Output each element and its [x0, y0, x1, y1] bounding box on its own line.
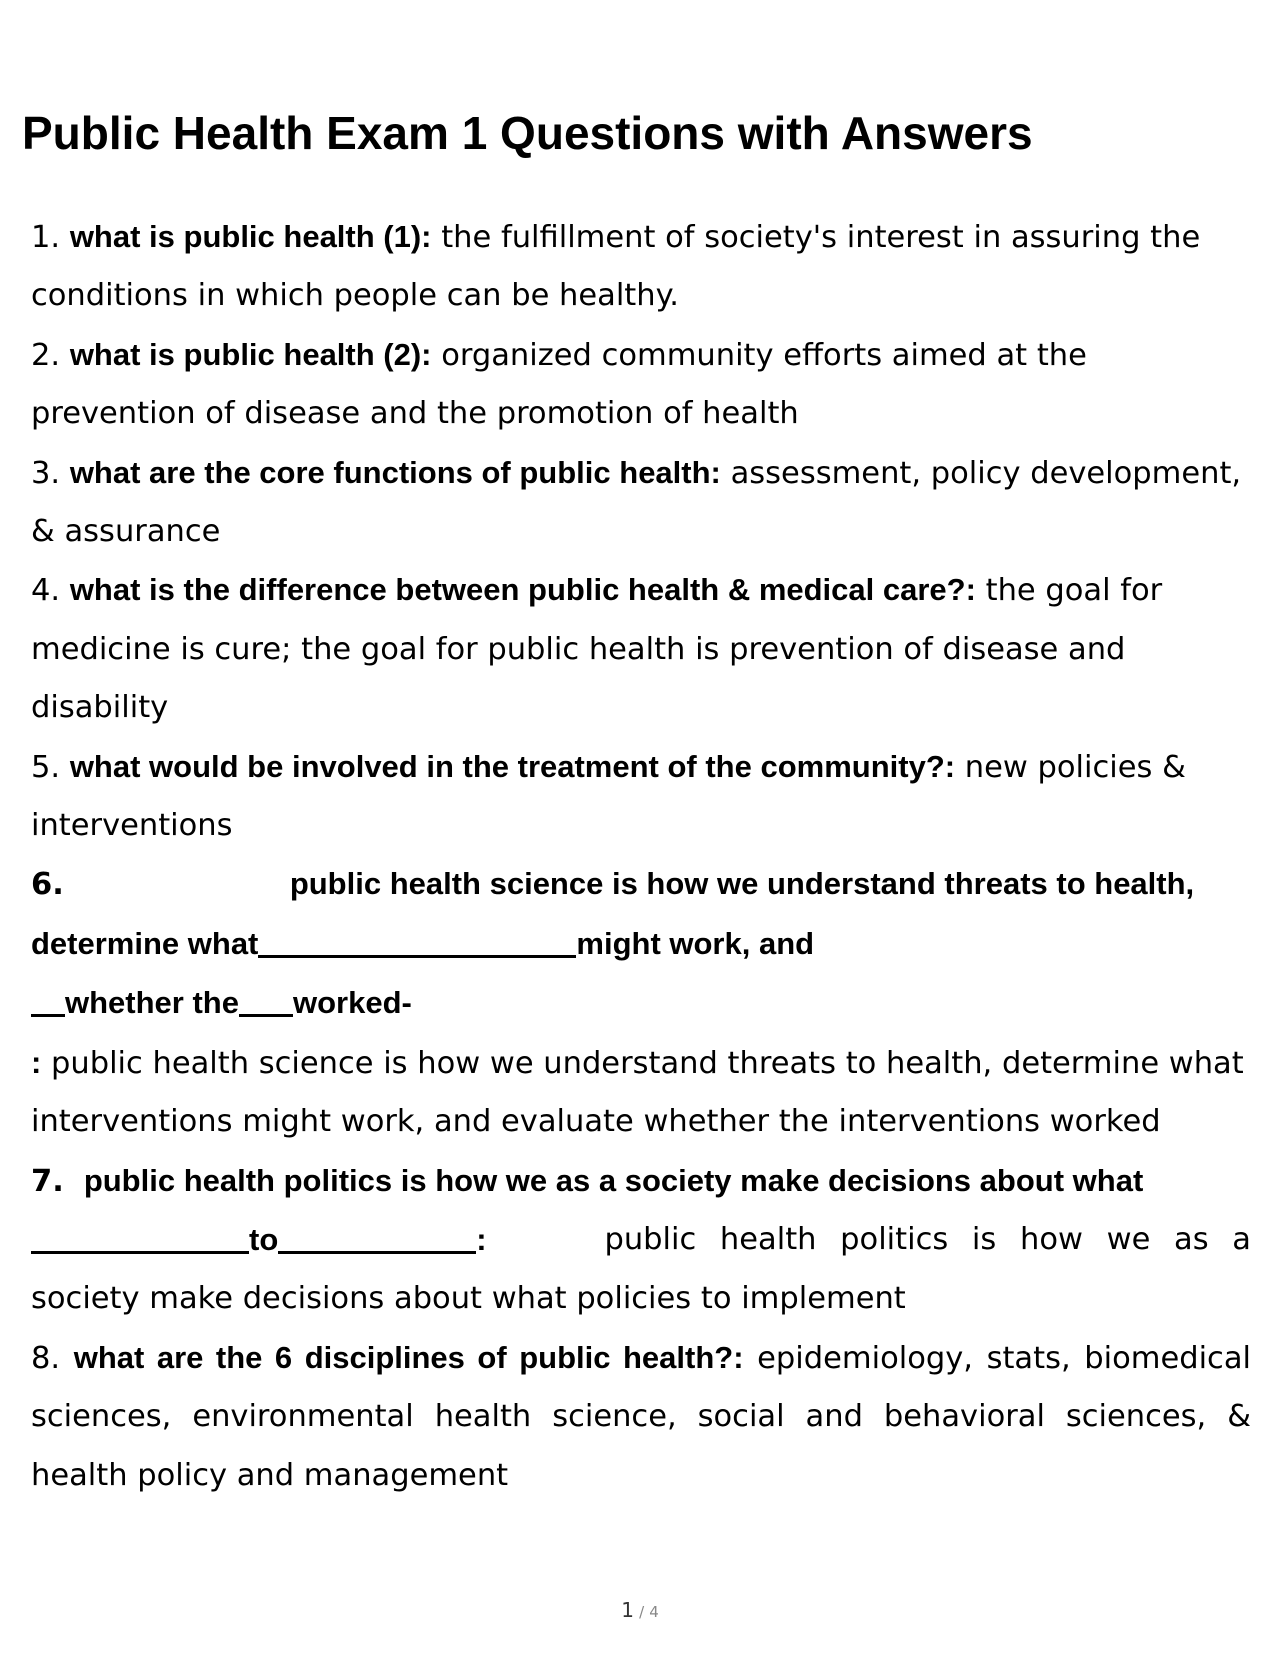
item-number: 8. — [31, 1340, 61, 1376]
list-item — [31, 1329, 1251, 1505]
answer-text: the goal for medicine is cure; the goal for public health is prevention of disease and disability — [31, 573, 1163, 726]
question-text: to — [249, 1221, 279, 1257]
fill-blank — [278, 1222, 476, 1254]
question-text: what is public health (2): — [69, 336, 432, 372]
question-text: might work, and — [576, 925, 815, 961]
item-number: 6. — [31, 867, 64, 903]
answer-text: epidemiology, stats, biomedical sciences, environmental health science, social and behavioral sciences, & health policy and management — [31, 1340, 1251, 1493]
question-text: public health politics is how we as a society make decisions about what — [83, 1162, 1144, 1198]
answer-text: new policies & interventions — [31, 749, 1186, 844]
page-title: Public Health Exam 1 Questions with Answers — [22, 107, 1033, 159]
page-current: 1 — [621, 1598, 634, 1622]
list-item-answer-line — [31, 1211, 1251, 1270]
fill-blank — [258, 926, 576, 958]
fill-blank — [31, 985, 65, 1017]
list-item — [31, 738, 1251, 856]
page-indicator — [0, 1598, 1280, 1622]
answer-text: society make decisions about what policies to implement — [31, 1281, 906, 1317]
question-text: what is public health (1): — [69, 219, 432, 254]
question-text: whether the — [65, 985, 239, 1021]
item-number: 5. — [31, 749, 61, 785]
list-item — [31, 561, 1251, 737]
qa-list — [31, 208, 1251, 1505]
item-number: 4. — [31, 573, 61, 609]
answer-text: assessment, policy development, & assurance — [31, 455, 1242, 550]
list-item — [31, 326, 1251, 444]
question-text: public health science is how we understand threats to health, determine what — [31, 866, 1195, 961]
question-text: worked- — [292, 985, 412, 1021]
list-item-answer — [31, 1034, 1251, 1152]
item-number: 2. — [31, 337, 61, 373]
page-separator: / — [639, 1603, 645, 1621]
list-item-answer — [31, 1270, 1251, 1328]
item-number: 1. — [31, 220, 61, 255]
answer-text: public health science is how we understand threats to health, determine what interventions might work, and evaluate whether the interventions worked — [31, 1045, 1244, 1140]
list-item — [31, 1152, 1251, 1211]
list-item — [31, 208, 1251, 326]
answer-text: the fulfillment of society's interest in assuring the conditions in which people can be healthy. — [31, 220, 1201, 314]
question-text: what would be involved in the treatment of the community?: — [69, 748, 956, 784]
fill-blank — [31, 1222, 249, 1254]
list-item — [31, 444, 1251, 562]
item-number: 3. — [31, 455, 61, 491]
answer-colon: : — [476, 1221, 487, 1257]
item-number: 7. — [31, 1163, 64, 1199]
answer-text: organized community efforts aimed at the prevention of disease and the promotion of health — [31, 337, 1087, 432]
answer-text: public health politics is how we as a — [604, 1221, 1251, 1257]
question-text: what are the core functions of public health: — [69, 454, 721, 490]
question-text: what is the difference between public health & medical care?: — [69, 572, 976, 608]
list-item — [31, 855, 1251, 1033]
fill-blank — [239, 985, 293, 1017]
answer-colon: : — [31, 1044, 42, 1080]
page-total: 4 — [649, 1603, 659, 1621]
question-text: what are the 6 disciplines of public health?: — [73, 1339, 744, 1375]
